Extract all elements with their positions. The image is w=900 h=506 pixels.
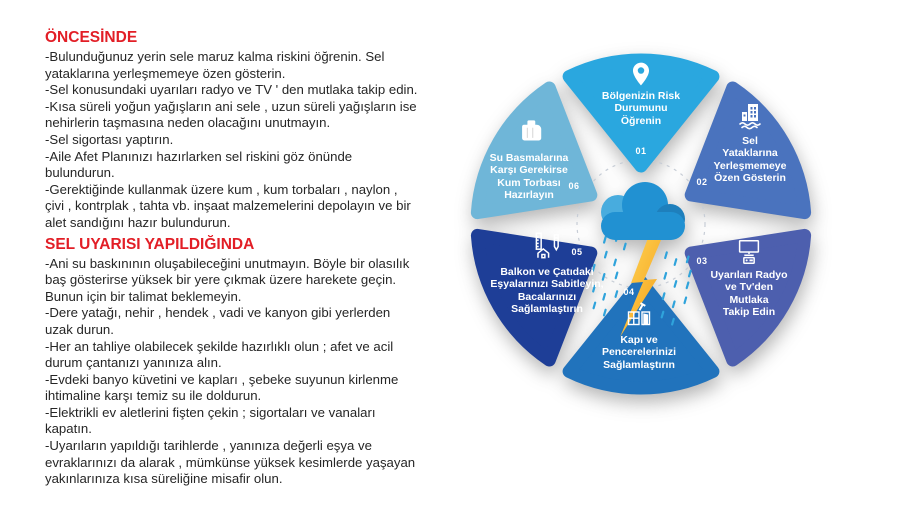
text-column — [45, 28, 419, 488]
segment-number: 06 — [568, 181, 580, 191]
petal-02 — [691, 88, 804, 213]
flood-preparedness-wheel — [455, 40, 845, 430]
segment-number: 05 — [571, 247, 583, 257]
segment-number: 04 — [623, 287, 635, 297]
bullet-item: -Evdeki banyo küvetini ve kapları , şebeke suyunun kirlenme ihtimaline karşı temiz su ile doldurun. — [45, 371, 399, 404]
segment-label: Bölgenizin Risk Durumunu Öğrenin — [601, 90, 681, 127]
wheel-graphic — [455, 40, 845, 430]
section-heading-oncesinde: ÖNCESİNDE — [45, 29, 138, 46]
petal-03 — [691, 235, 804, 360]
segment-label: Kapı ve Pencerelerinizi Sağlamlaştırın — [601, 334, 677, 371]
bullet-item: -Sel sigortası yaptırın. — [45, 131, 174, 147]
segment-label: Su Basmalarına Karşı Gerekirse Kum Torbası Hazırlayın — [489, 152, 569, 201]
segment-number: 02 — [696, 177, 708, 187]
bullet-item: -Aile Afet Planınızı hazırlarken sel riskini göz önünde bulundurun. — [45, 148, 353, 181]
segment-label: Balkon ve Çatıdaki Eşyalarınızı Sabitleyin, Bacalarınızı Sağlamlaştırın — [490, 266, 604, 315]
petal-06 — [477, 88, 590, 213]
bullet-item: -Sel konusundaki uyarıları radyo ve TV ' den mutlaka takip edin. — [45, 82, 418, 98]
bullet-item: -Dere yatağı, nehir , hendek , vadi ve kanyon gibi yerlerden uzak durun. — [45, 305, 391, 337]
segment-label: Sel Yataklarına Yerleşmemeye Özen Gösterin — [713, 135, 787, 184]
storm-cloud — [601, 182, 685, 240]
bullet-item: -Kısa süreli yoğun yağışların ani sele , uzun süreli yağışların ise nehirlerin taşmasına neden olacağını unutmayın. — [45, 98, 417, 131]
bullet-item: -Her an tahliye olabilecek şekilde hazırlıklı olun ; afet ve acil durum çantanızı yanınıza alın. — [45, 338, 394, 371]
segment-number: 01 — [635, 146, 647, 156]
bullet-item: -Uyarıların yapıldığı tarihlerde , yanınıza değerli eşya ve evraklarınızı da alarak , mümkünse yüksek kesimlerde yaşayan yakınlarınıza kısa süreliğine misafir olun. — [45, 438, 416, 487]
bullet-item: -Gerektiğinde kullanmak üzere kum , kum torbaları , naylon , çivi , kontrplak , tahta vb. inşaat malzemelerini depolayın ve bir alet sandığını hazır bulundurun. — [45, 181, 411, 230]
segment-label: Uyarıları Radyo ve Tv'den Mutlaka Takip Edin — [710, 269, 788, 318]
segment-number: 03 — [696, 256, 708, 266]
bullet-item: -Bulunduğunuz yerin sele maruz kalma riskini öğrenin. Sel yataklarına yerleşmemeye özen gösterin. — [45, 49, 385, 81]
bullet-item: -Ani su baskınının oluşabileceğini unutmayın. Böyle bir olasılık baş gösterirse yüksek bir yere çıkmak üzere harekete geçin. Bunun için bir talimat beklemeyin. — [45, 255, 410, 304]
section-heading-sel-uyarisi: SEL UYARISI YAPILDIĞINDA — [45, 235, 255, 253]
bullet-item: -Elektrikli ev aletlerini fişten çekin ; sigortaları ve vanaları kapatın. — [45, 404, 376, 437]
